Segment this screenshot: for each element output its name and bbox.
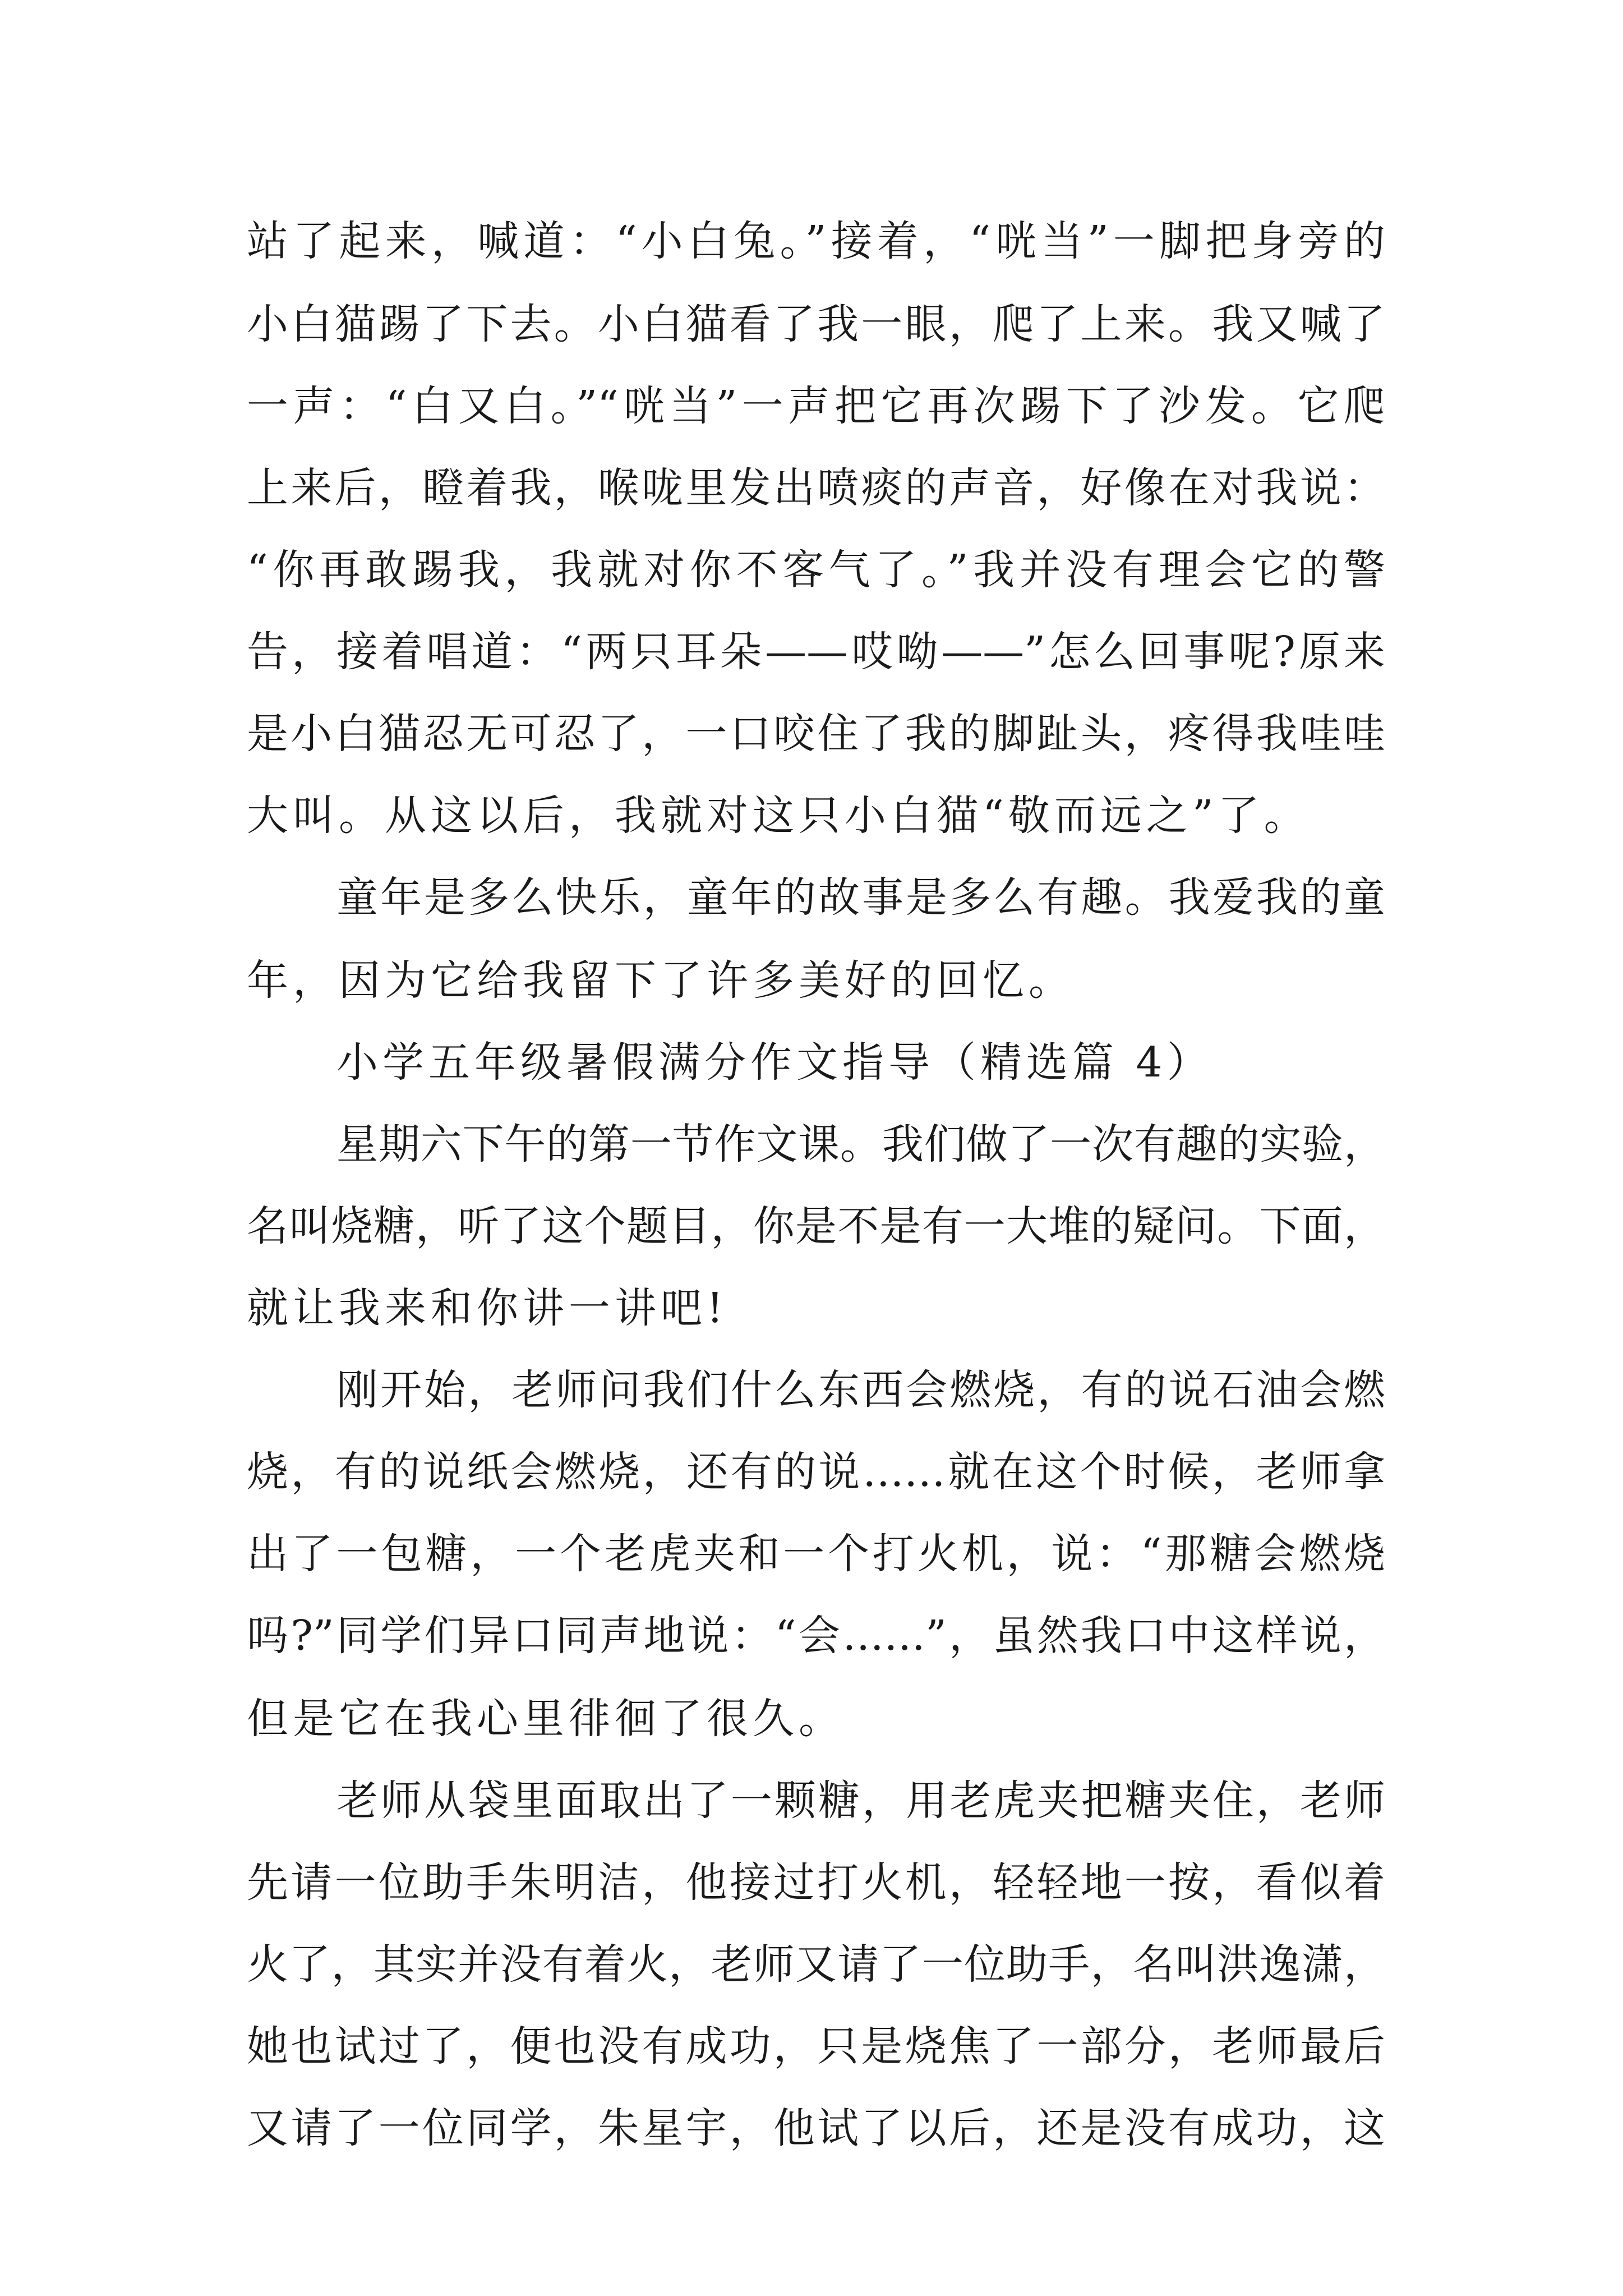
text-line: 是小白猫忍无可忍了，一口咬住了我的脚趾头，疼得我哇哇 <box>247 710 1385 758</box>
text-line: 童年是多么快乐，童年的故事是多么有趣。我爱我的童 <box>336 873 1385 922</box>
text-line: 出了一包糖，一个老虎夹和一个打火机，说：“那糖会燃烧 <box>247 1530 1385 1578</box>
text-line: 又请了一位同学，朱星宇，他试了以后，还是没有成功，这 <box>247 2104 1385 2152</box>
text-line: 年，因为它给我留下了许多美好的回忆。 <box>247 956 1075 1005</box>
section-heading: 小学五年级暑假满分作文指导（精选篇 4） <box>336 1038 1213 1087</box>
text-line: “你再敢踢我，我就对你不客气了。”我并没有理会它的警 <box>247 546 1385 594</box>
text-line: 上来后，瞪着我，喉咙里发出喷痰的声音，好像在对我说： <box>247 464 1385 512</box>
text-line: 刚开始，老师问我们什么东西会燃烧，有的说石油会燃 <box>336 1366 1385 1414</box>
text-line: 她也试过了，便也没有成功，只是烧焦了一部分，老师最后 <box>247 2022 1385 2070</box>
text-line: 名叫烧糖，听了这个题目，你是不是有一大堆的疑问。下面， <box>247 1202 1385 1250</box>
text-line: 大叫。从这以后，我就对这只小白猫“敬而远之”了。 <box>247 792 1310 840</box>
text-line: 告，接着唱道：“两只耳朵——哎呦——”怎么回事呢?原来 <box>247 628 1385 676</box>
text-line: 小白猫踢了下去。小白猫看了我一眼，爬了上来。我又喊了 <box>247 300 1385 348</box>
text-line: 星期六下午的第一节作文课。我们做了一次有趣的实验， <box>336 1120 1385 1168</box>
text-line: 老师从袋里面取出了一颗糖，用老虎夹把糖夹住，老师 <box>336 1777 1385 1825</box>
text-line: 烧，有的说纸会燃烧，还有的说……就在这个时候，老师拿 <box>247 1448 1385 1496</box>
text-line: 就让我来和你讲一讲吧! <box>247 1284 728 1332</box>
text-line: 站了起来，喊道：“小白兔。”接着，“咣当”一脚把身旁的 <box>247 217 1385 265</box>
text-line: 一声：“白又白。”“咣当”一声把它再次踢下了沙发。它爬 <box>247 382 1385 430</box>
text-line: 但是它在我心里徘徊了很久。 <box>247 1695 845 1743</box>
text-line: 火了，其实并没有着火，老师又请了一位助手，名叫洪逸潇， <box>247 1940 1385 1989</box>
text-line: 先请一位助手朱明洁，他接过打火机，轻轻地一按，看似着 <box>247 1858 1385 1907</box>
text-line: 吗?”同学们异口同声地说：“会……”，虽然我口中这样说， <box>247 1612 1385 1660</box>
